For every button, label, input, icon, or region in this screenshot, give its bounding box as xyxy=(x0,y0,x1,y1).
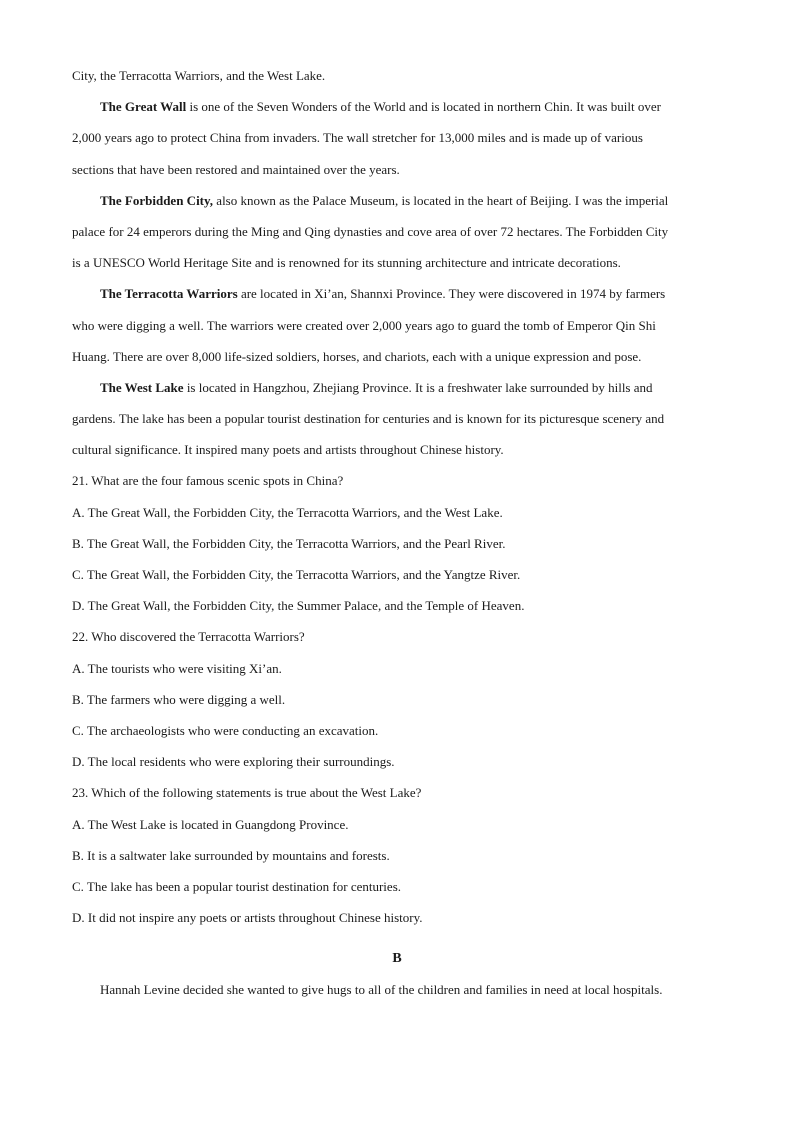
option-a: A. The Great Wall, the Forbidden City, the Terracotta Warriors, and the West Lake. xyxy=(72,504,503,520)
great-wall-line-2: 2,000 years ago to protect China from invaders. The wall stretcher for 13,000 miles and is made up of various xyxy=(72,130,643,146)
paragraph-terracotta xyxy=(72,278,722,372)
question-stem: 22. Who discovered the Terracotta Warriors? xyxy=(72,629,305,645)
paragraph-forbidden-city xyxy=(72,185,722,279)
great-wall-line-3: sections that have been restored and maintained over the years. xyxy=(72,161,400,177)
paragraph-great-wall xyxy=(72,91,722,185)
west-lake-line-2: gardens. The lake has been a popular tourist destination for centuries and is known for its picturesque scenery and xyxy=(72,411,665,427)
section-b-first-line: Hannah Levine decided she wanted to give hugs to all of the children and families in need at local hospitals. xyxy=(100,982,663,998)
question-21 xyxy=(72,465,722,621)
question-stem: 21. What are the four famous scenic spots in China? xyxy=(72,473,344,489)
question-22 xyxy=(72,621,722,777)
option-b: B. It is a saltwater lake surrounded by mountains and forests. xyxy=(72,847,390,863)
question-stem: 23. Which of the following statements is true about the West Lake? xyxy=(72,785,422,801)
west-lake-line-1: is located in Hangzhou, Zhejiang Province. It is a freshwater lake surrounded by hills and xyxy=(183,379,653,395)
forbidden-city-line-1: also known as the Palace Museum, is located in the heart of Beijing. I was the imperial xyxy=(213,192,669,208)
document-page xyxy=(72,60,722,1006)
option-d: D. The Great Wall, the Forbidden City, the Summer Palace, and the Temple of Heaven. xyxy=(72,598,525,614)
passage-intro-tail: City, the Terracotta Warriors, and the West Lake. xyxy=(72,68,326,83)
term-terracotta: The Terracotta Warriors xyxy=(100,286,238,302)
question-23 xyxy=(72,777,722,933)
option-c: C. The lake has been a popular tourist destination for centuries. xyxy=(72,878,401,894)
option-d: D. It did not inspire any poets or artists throughout Chinese history. xyxy=(72,910,423,926)
option-b: B. The farmers who were digging a well. xyxy=(72,691,286,707)
option-b: B. The Great Wall, the Forbidden City, the Terracotta Warriors, and the Pearl River. xyxy=(72,535,506,551)
option-d: D. The local residents who were exploring their surroundings. xyxy=(72,754,395,770)
terracotta-line-1: are located in Xi’an, Shannxi Province. They were discovered in 1974 by farmers xyxy=(237,286,666,302)
paragraph-west-lake xyxy=(72,372,722,466)
great-wall-line-1: is one of the Seven Wonders of the World and is located in northern Chin. It was built over xyxy=(186,99,661,115)
option-c: C. The archaeologists who were conducting an excavation. xyxy=(72,722,379,738)
west-lake-line-3: cultural significance. It inspired many poets and artists throughout Chinese history. xyxy=(72,442,504,458)
section-heading-b: B xyxy=(392,951,402,967)
forbidden-city-line-3: is a UNESCO World Heritage Site and is renowned for its stunning architecture and intricate decorations. xyxy=(72,255,621,271)
term-forbidden-city: The Forbidden City, xyxy=(100,192,214,208)
term-west-lake: The West Lake xyxy=(100,379,184,395)
forbidden-city-line-2: palace for 24 emperors during the Ming and Qing dynasties and cove area of over 72 hectares. The Forbidden City xyxy=(72,223,669,239)
option-a: A. The West Lake is located in Guangdong Province. xyxy=(72,816,349,832)
option-a: A. The tourists who were visiting Xi’an. xyxy=(72,660,282,676)
terracotta-line-2: who were digging a well. The warriors were created over 2,000 years ago to guard the tomb of Emperor Qin Shi xyxy=(72,317,656,333)
terracotta-line-3: Huang. There are over 8,000 life-sized soldiers, horses, and chariots, each with a unique expression and pose. xyxy=(72,348,642,364)
option-c: C. The Great Wall, the Forbidden City, the Terracotta Warriors, and the Yangtze River. xyxy=(72,567,521,582)
term-great-wall: The Great Wall xyxy=(100,99,187,115)
